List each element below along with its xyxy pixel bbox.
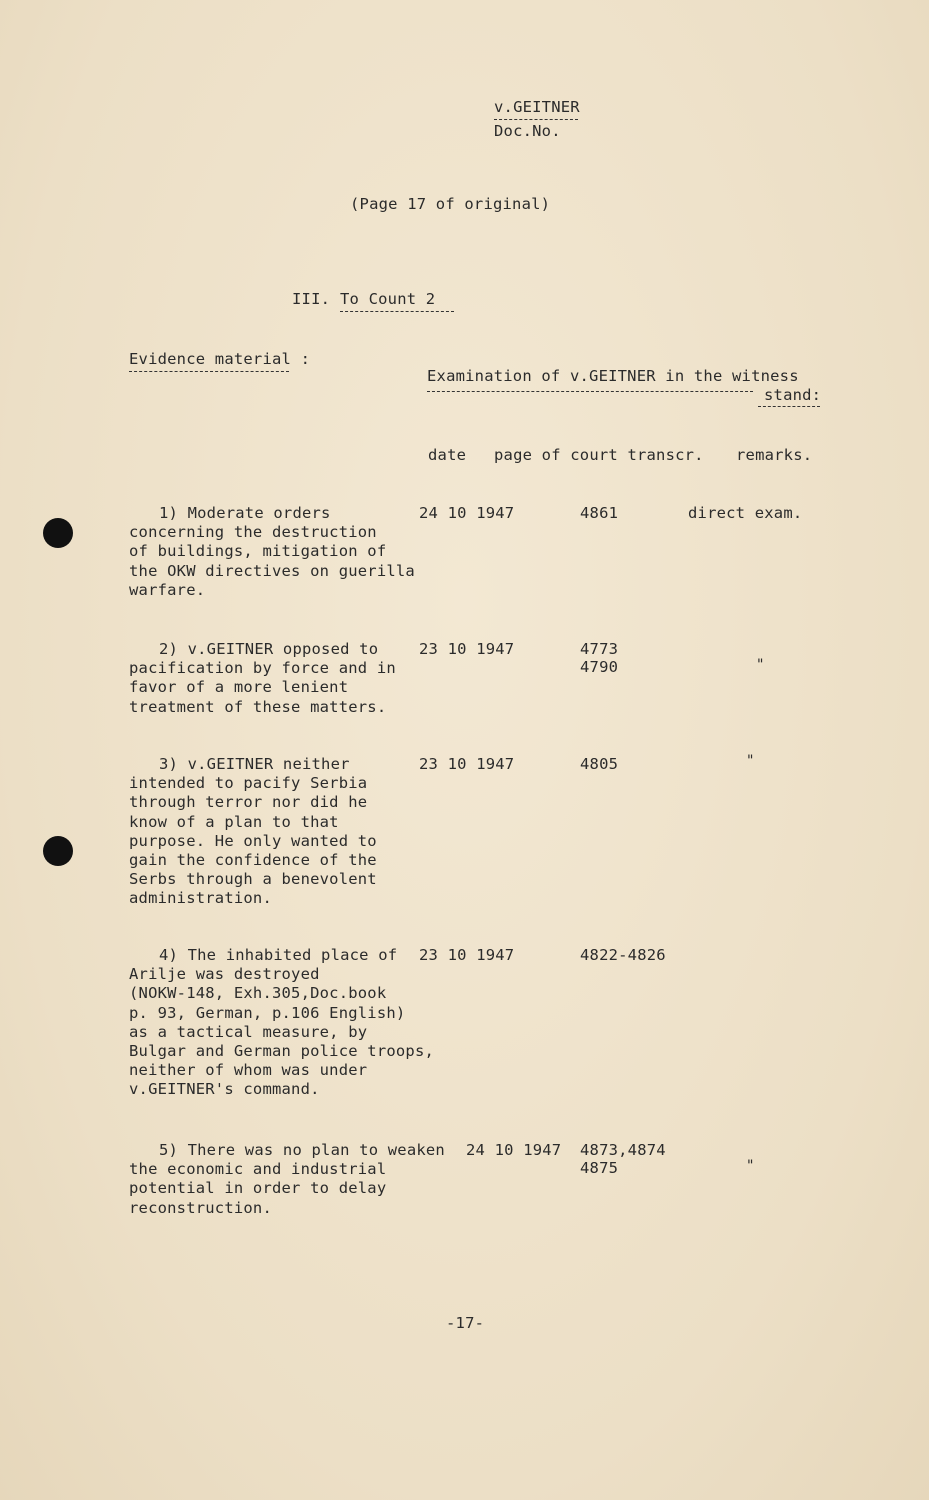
item-1-remark: direct exam. xyxy=(688,504,803,522)
column-remarks: remarks. xyxy=(736,446,813,464)
item-5-page-2: 4875 xyxy=(580,1159,619,1177)
item-1-date: 24 10 1947 xyxy=(419,504,515,522)
item-2-date: 23 10 1947 xyxy=(419,640,515,658)
item-5-remark: " xyxy=(746,1158,755,1174)
item-1-text: 1) Moderate orders concerning the destruction of buildings, mitigation of the OKW directives on guerilla warfare. xyxy=(129,504,415,599)
item-5-date: 24 10 1947 xyxy=(466,1141,562,1159)
item-2-remark: " xyxy=(756,657,765,673)
examination-title-end: stand: xyxy=(764,386,822,404)
column-date: date xyxy=(428,446,467,464)
stand-underline xyxy=(758,406,820,407)
item-2-text: 2) v.GEITNER opposed to pacification by force and in favor of a more lenient treatment of these matters. xyxy=(129,640,396,716)
punch-hole-top xyxy=(43,518,73,548)
header-name: v.GEITNER xyxy=(494,98,580,116)
punch-hole-bottom xyxy=(43,836,73,866)
page-number: -17- xyxy=(446,1314,485,1332)
item-4-page: 4822-4826 xyxy=(580,946,666,964)
header-doc-no: Doc.No. xyxy=(494,122,561,140)
item-3-date: 23 10 1947 xyxy=(419,755,515,773)
section-title: To Count 2 xyxy=(340,290,436,308)
header-underline xyxy=(494,119,578,120)
page-reference: (Page 17 of original) xyxy=(350,195,551,213)
evidence-underline xyxy=(129,371,289,372)
examination-title: Examination of v.GEITNER in the witness xyxy=(427,367,799,385)
item-3-page: 4805 xyxy=(580,755,619,773)
item-2-page-1: 4773 xyxy=(580,640,619,658)
item-4-text: 4) The inhabited place of Arilje was destroyed (NOKW-148, Exh.305,Doc.book p. 93, German, p.106 English) as a tactical measure, by Bulgar and German police troops, neither of whom was under v.GEITNER's command. xyxy=(129,946,435,1099)
item-3-text: 3) v.GEITNER neither intended to pacify Serbia through terror nor did he know of a plan to that purpose. He only wanted to gain the confidence of the Serbs through a benevolent administration. xyxy=(129,755,377,908)
examination-underline xyxy=(427,391,753,392)
item-4-date: 23 10 1947 xyxy=(419,946,515,964)
item-2-page-2: 4790 xyxy=(580,658,619,676)
section-number: III. xyxy=(292,290,331,308)
evidence-label: Evidence material : xyxy=(129,350,311,368)
item-5-page-1: 4873,4874 xyxy=(580,1141,666,1159)
column-page: page of court transcr. xyxy=(494,446,704,464)
item-5-text: 5) There was no plan to weaken the economic and industrial potential in order to delay reconstruction. xyxy=(129,1141,445,1217)
section-underline xyxy=(340,311,454,312)
item-3-remark: " xyxy=(746,753,755,769)
item-1-page: 4861 xyxy=(580,504,619,522)
